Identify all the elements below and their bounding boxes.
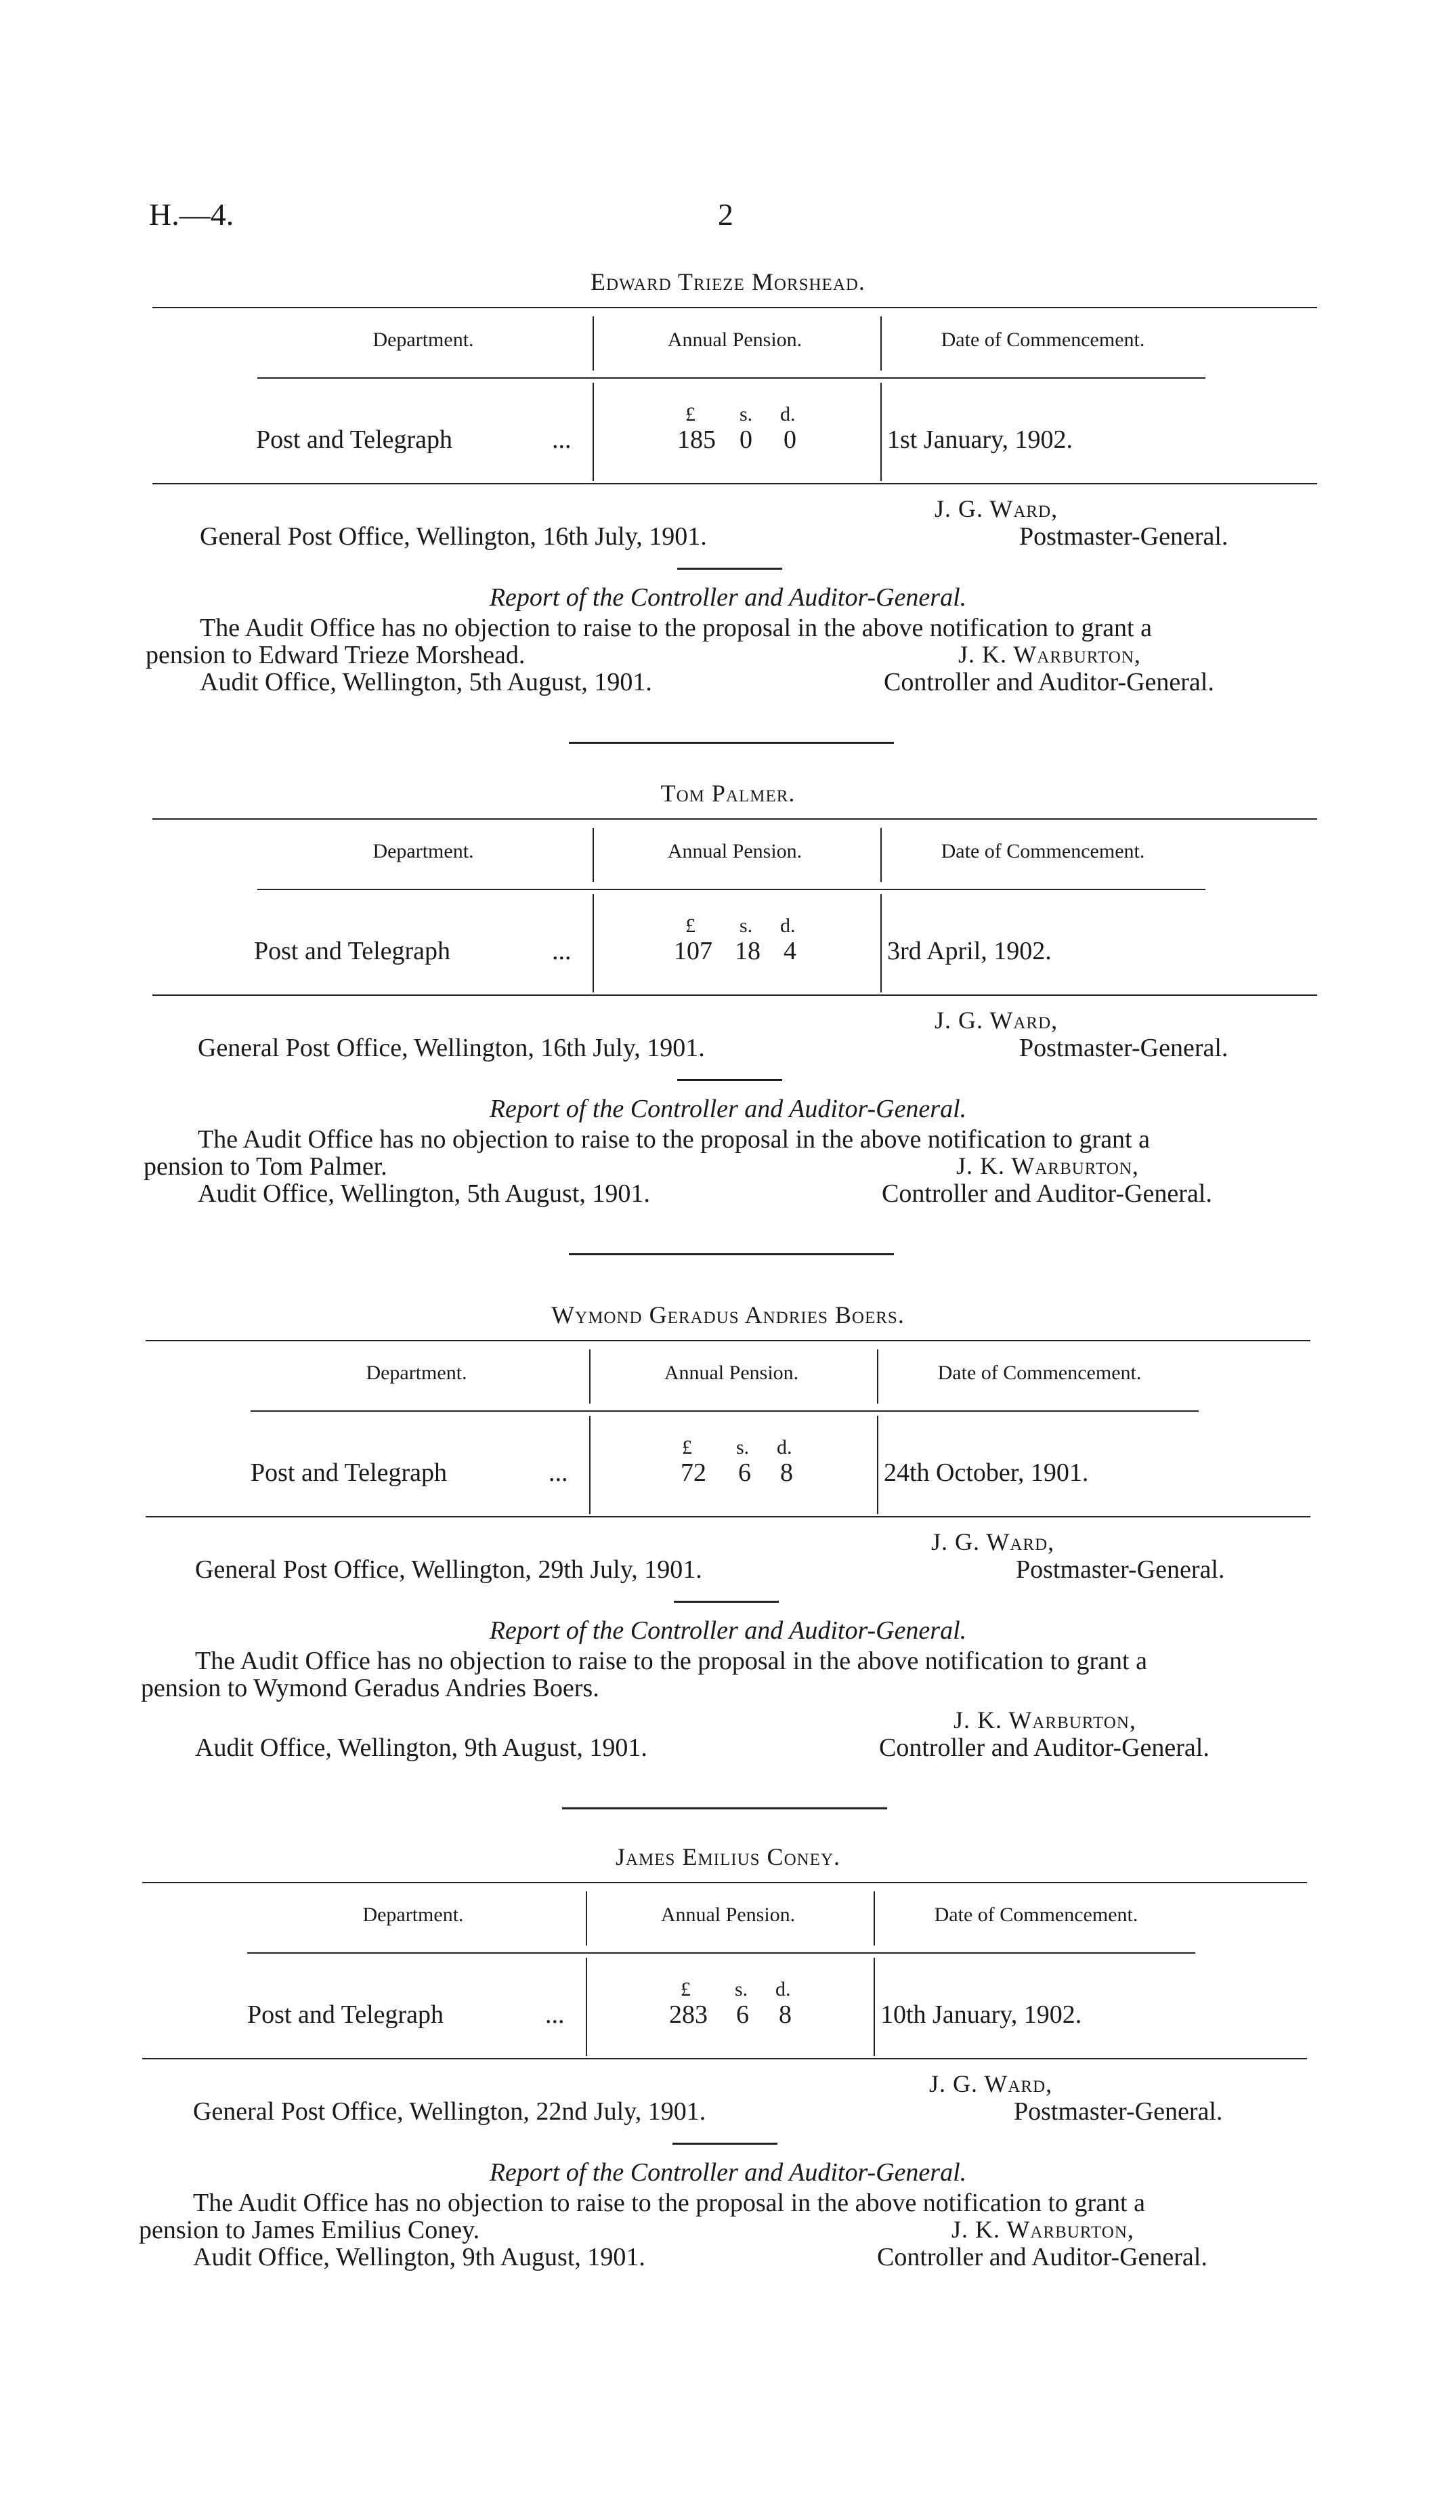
report-text-line1: The Audit Office has no objection to raise to the proposal in the above notification to grant a: [195, 1647, 1147, 1675]
section-separator: [569, 1253, 894, 1255]
department-value: Post and Telegraph: [254, 937, 451, 965]
header-rule: [247, 1952, 1195, 1954]
shilling-unit: s.: [740, 403, 753, 425]
column-divider: [593, 828, 594, 882]
column-header-department: Department.: [372, 329, 474, 351]
report-text-line1: The Audit Office has no objection to raise to the proposal in the above notification to grant a: [193, 2189, 1145, 2217]
pension-entry: [0, 268, 1456, 810]
pension-pence: 0: [784, 425, 796, 454]
column-divider: [874, 1958, 875, 2056]
report-text-line1: The Audit Office has no objection to raise to the proposal in the above notification to grant a: [198, 1125, 1150, 1154]
postmaster-title: Postmaster-General.: [1016, 1555, 1225, 1584]
pension-entry: [0, 1843, 1456, 2385]
report-text-line2: pension to Tom Palmer.: [144, 1152, 387, 1181]
leader-dots: ...: [549, 1458, 568, 1487]
column-divider: [593, 894, 594, 992]
table-bottom-rule: [142, 2058, 1307, 2059]
pension-pence: 4: [784, 937, 796, 965]
shilling-unit: s.: [736, 1436, 750, 1458]
pension-shillings: 6: [736, 2000, 749, 2029]
column-divider: [880, 828, 882, 882]
report-text-line2: pension to Edward Trieze Morshead.: [146, 641, 526, 669]
pensioner-name: Edward Trieze Morshead.: [591, 268, 865, 295]
divider-rule: [677, 568, 782, 570]
column-divider: [593, 383, 594, 481]
gpo-dateline: General Post Office, Wellington, 16th July, 1901.: [200, 522, 707, 551]
auditor-title: Controller and Auditor-General.: [882, 1179, 1212, 1208]
pound-unit: £: [685, 915, 695, 937]
department-value: Post and Telegraph: [247, 2000, 444, 2029]
pension-entry: [0, 779, 1456, 1321]
audit-dateline: Audit Office, Wellington, 9th August, 1901.: [195, 1734, 647, 1762]
pension-shillings: 18: [735, 937, 761, 965]
table-top-rule: [146, 1340, 1310, 1341]
gpo-dateline: General Post Office, Wellington, 16th July, 1901.: [198, 1034, 705, 1062]
divider-rule: [674, 1601, 779, 1603]
column-header-department: Department.: [372, 840, 474, 862]
pension-pounds: 107: [674, 937, 712, 965]
postmaster-signature: J. G. Ward,: [935, 1007, 1058, 1034]
column-header-pension: Annual Pension.: [664, 1362, 799, 1384]
column-header-pension: Annual Pension.: [667, 329, 802, 351]
column-header-pension: Annual Pension.: [660, 1904, 796, 1926]
department-value: Post and Telegraph: [251, 1458, 448, 1487]
column-header-department: Department.: [366, 1362, 467, 1384]
postmaster-title: Postmaster-General.: [1019, 1034, 1228, 1062]
column-divider: [589, 1416, 591, 1514]
leader-dots: ...: [545, 2000, 565, 2029]
column-header-department: Department.: [362, 1904, 464, 1926]
pence-unit: d.: [780, 915, 796, 937]
column-header-pension: Annual Pension.: [667, 840, 802, 862]
postmaster-title: Postmaster-General.: [1019, 522, 1228, 551]
leader-dots: ...: [552, 937, 572, 965]
table-top-rule: [152, 307, 1317, 308]
leader-dots: ...: [552, 425, 572, 454]
column-divider: [877, 1349, 878, 1404]
pension-pounds: 72: [681, 1458, 706, 1487]
pension-pounds: 283: [669, 2000, 708, 2029]
commencement-date: 3rd April, 1902.: [887, 937, 1052, 965]
pensioner-name: Tom Palmer.: [660, 780, 796, 807]
auditor-signature: J. K. Warburton,: [958, 641, 1141, 668]
section-separator: [569, 742, 894, 744]
divider-rule: [672, 2143, 777, 2145]
column-divider: [874, 1891, 875, 1946]
commencement-date: 1st January, 1902.: [887, 425, 1073, 454]
auditor-title: Controller and Auditor-General.: [879, 1734, 1209, 1762]
department-value: Post and Telegraph: [256, 425, 453, 454]
pound-unit: £: [685, 403, 695, 425]
column-divider: [586, 1891, 587, 1946]
auditor-signature: J. K. Warburton,: [956, 1152, 1139, 1179]
section-separator: [562, 1807, 887, 1809]
report-heading: Report of the Controller and Auditor-General.: [489, 2158, 967, 2187]
column-divider: [877, 1416, 878, 1514]
column-divider: [586, 1958, 587, 2056]
column-header-date: Date of Commencement.: [934, 1904, 1138, 1926]
pence-unit: d.: [777, 1436, 792, 1458]
report-text-line2: pension to James Emilius Coney.: [139, 2216, 480, 2244]
table-top-rule: [142, 1882, 1307, 1883]
auditor-title: Controller and Auditor-General.: [884, 668, 1214, 696]
audit-dateline: Audit Office, Wellington, 9th August, 1901.: [193, 2243, 645, 2271]
commencement-date: 24th October, 1901.: [884, 1458, 1089, 1487]
column-divider: [593, 316, 594, 371]
pence-unit: d.: [775, 1978, 791, 2000]
table-bottom-rule: [152, 994, 1317, 996]
pension-pence: 8: [779, 2000, 792, 2029]
auditor-signature: J. K. Warburton,: [951, 2216, 1134, 2243]
table-bottom-rule: [146, 1516, 1310, 1517]
table-top-rule: [152, 818, 1317, 820]
pension-pence: 8: [780, 1458, 793, 1487]
postmaster-signature: J. G. Ward,: [935, 495, 1058, 522]
postmaster-signature: J. G. Ward,: [931, 1528, 1055, 1555]
pound-unit: £: [682, 1436, 692, 1458]
report-text-line1: The Audit Office has no objection to raise to the proposal in the above notification to grant a: [200, 614, 1152, 642]
document-reference: H.—4.: [149, 197, 234, 232]
gpo-dateline: General Post Office, Wellington, 22nd July, 1901.: [193, 2097, 706, 2126]
pension-shillings: 0: [740, 425, 752, 454]
pension-entry: [0, 1301, 1456, 1843]
shilling-unit: s.: [740, 915, 753, 937]
report-heading: Report of the Controller and Auditor-General.: [489, 1616, 967, 1645]
report-heading: Report of the Controller and Auditor-General.: [489, 1095, 967, 1123]
pensioner-name: James Emilius Coney.: [615, 1843, 840, 1870]
pence-unit: d.: [780, 403, 796, 425]
pension-shillings: 6: [738, 1458, 751, 1487]
postmaster-signature: J. G. Ward,: [929, 2070, 1053, 2097]
column-divider: [589, 1349, 591, 1404]
postmaster-title: Postmaster-General.: [1014, 2097, 1223, 2126]
audit-dateline: Audit Office, Wellington, 5th August, 1901.: [200, 668, 652, 696]
auditor-title: Controller and Auditor-General.: [877, 2243, 1207, 2271]
auditor-signature: J. K. Warburton,: [954, 1706, 1136, 1734]
column-divider: [880, 894, 882, 992]
column-divider: [880, 383, 882, 481]
column-header-date: Date of Commencement.: [941, 840, 1145, 862]
shilling-unit: s.: [735, 1978, 748, 2000]
report-heading: Report of the Controller and Auditor-General.: [489, 583, 967, 612]
report-text-line2: pension to Wymond Geradus Andries Boers.: [141, 1674, 599, 1702]
column-header-date: Date of Commencement.: [941, 329, 1145, 351]
table-bottom-rule: [152, 483, 1317, 484]
gpo-dateline: General Post Office, Wellington, 29th July, 1901.: [195, 1555, 702, 1584]
pension-pounds: 185: [677, 425, 716, 454]
header-rule: [251, 1410, 1199, 1412]
pensioner-name: Wymond Geradus Andries Boers.: [551, 1301, 905, 1328]
pound-unit: £: [681, 1978, 691, 2000]
column-divider: [880, 316, 882, 371]
header-rule: [257, 889, 1205, 890]
column-header-date: Date of Commencement.: [937, 1362, 1142, 1384]
divider-rule: [677, 1079, 782, 1081]
header-rule: [257, 377, 1205, 379]
audit-dateline: Audit Office, Wellington, 5th August, 1901.: [198, 1179, 650, 1208]
commencement-date: 10th January, 1902.: [880, 2000, 1082, 2029]
page-number: 2: [718, 197, 733, 232]
